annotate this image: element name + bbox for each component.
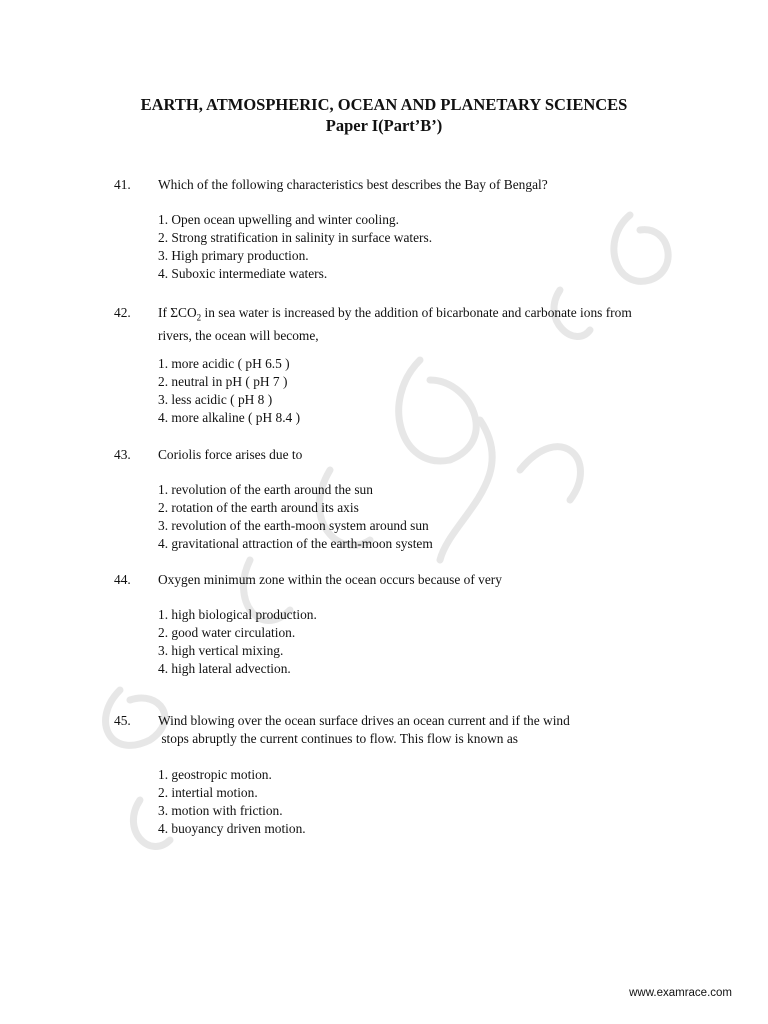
question-number: 43. [114,447,131,462]
option-4: 4. gravitational attraction of the earth-moon system [158,536,433,551]
question-text: Oxygen minimum zone within the ocean occurs because of very [158,572,502,587]
option-1: 1. more acidic ( pH 6.5 ) [158,356,290,371]
question-text: If $\Sigma CO_2$ in sea water is increased by the addition of bicarbonate and carbonate ions from rivers, the ocean will become, [158,305,632,343]
options-list [158,606,317,678]
option-4: 4. high lateral advection. [158,661,291,676]
question-number: 42. [114,305,131,320]
option-2: 2. neutral in pH ( pH 7 ) [158,374,288,389]
option-2: 2. Strong stratification in salinity in surface waters. [158,230,433,245]
page-title: EARTH, ATMOSPHERIC, OCEAN AND PLANETARY SCIENCES [140,95,628,114]
options-list [158,481,433,553]
option-3: 3. High primary production. [158,248,309,263]
question-text: Which of the following characteristics best describes the Bay of Bengal? [158,177,548,192]
question-number: 45. [114,713,131,728]
option-1: 1. revolution of the earth around the sun [158,482,373,497]
option-2: 2. good water circulation. [158,625,296,640]
option-2: 2. rotation of the earth around its axis [158,500,359,515]
option-1: 1. geostropic motion. [158,767,272,782]
option-4: 4. more alkaline ( pH 8.4 ) [158,410,301,425]
option-3: 3. revolution of the earth-moon system around sun [158,518,429,533]
option-3: 3. less acidic ( pH 8 ) [158,392,273,407]
option-4: 4. Suboxic intermediate waters. [158,266,328,281]
page-header [0,94,768,136]
option-2: 2. intertial motion. [158,785,258,800]
options-list [158,766,306,838]
question-number: 44. [114,572,131,587]
option-4: 4. buoyancy driven motion. [158,821,306,836]
page-subtitle: Paper I(Part’B’) [325,116,443,135]
option-3: 3. motion with friction. [158,803,283,818]
footer-url: www.examrace.com [629,987,732,999]
option-3: 3. high vertical mixing. [158,643,284,658]
question-text: Wind blowing over the ocean surface drives an ocean current and if the wind stops abruptly the current continues to flow. This flow is known as [158,713,570,746]
question-number: 41. [114,177,131,192]
option-1: 1. high biological production. [158,607,317,622]
options-list [158,211,432,283]
question-text: Coriolis force arises due to [158,447,303,462]
options-list [158,355,300,427]
option-1: 1. Open ocean upwelling and winter cooling. [158,212,399,227]
